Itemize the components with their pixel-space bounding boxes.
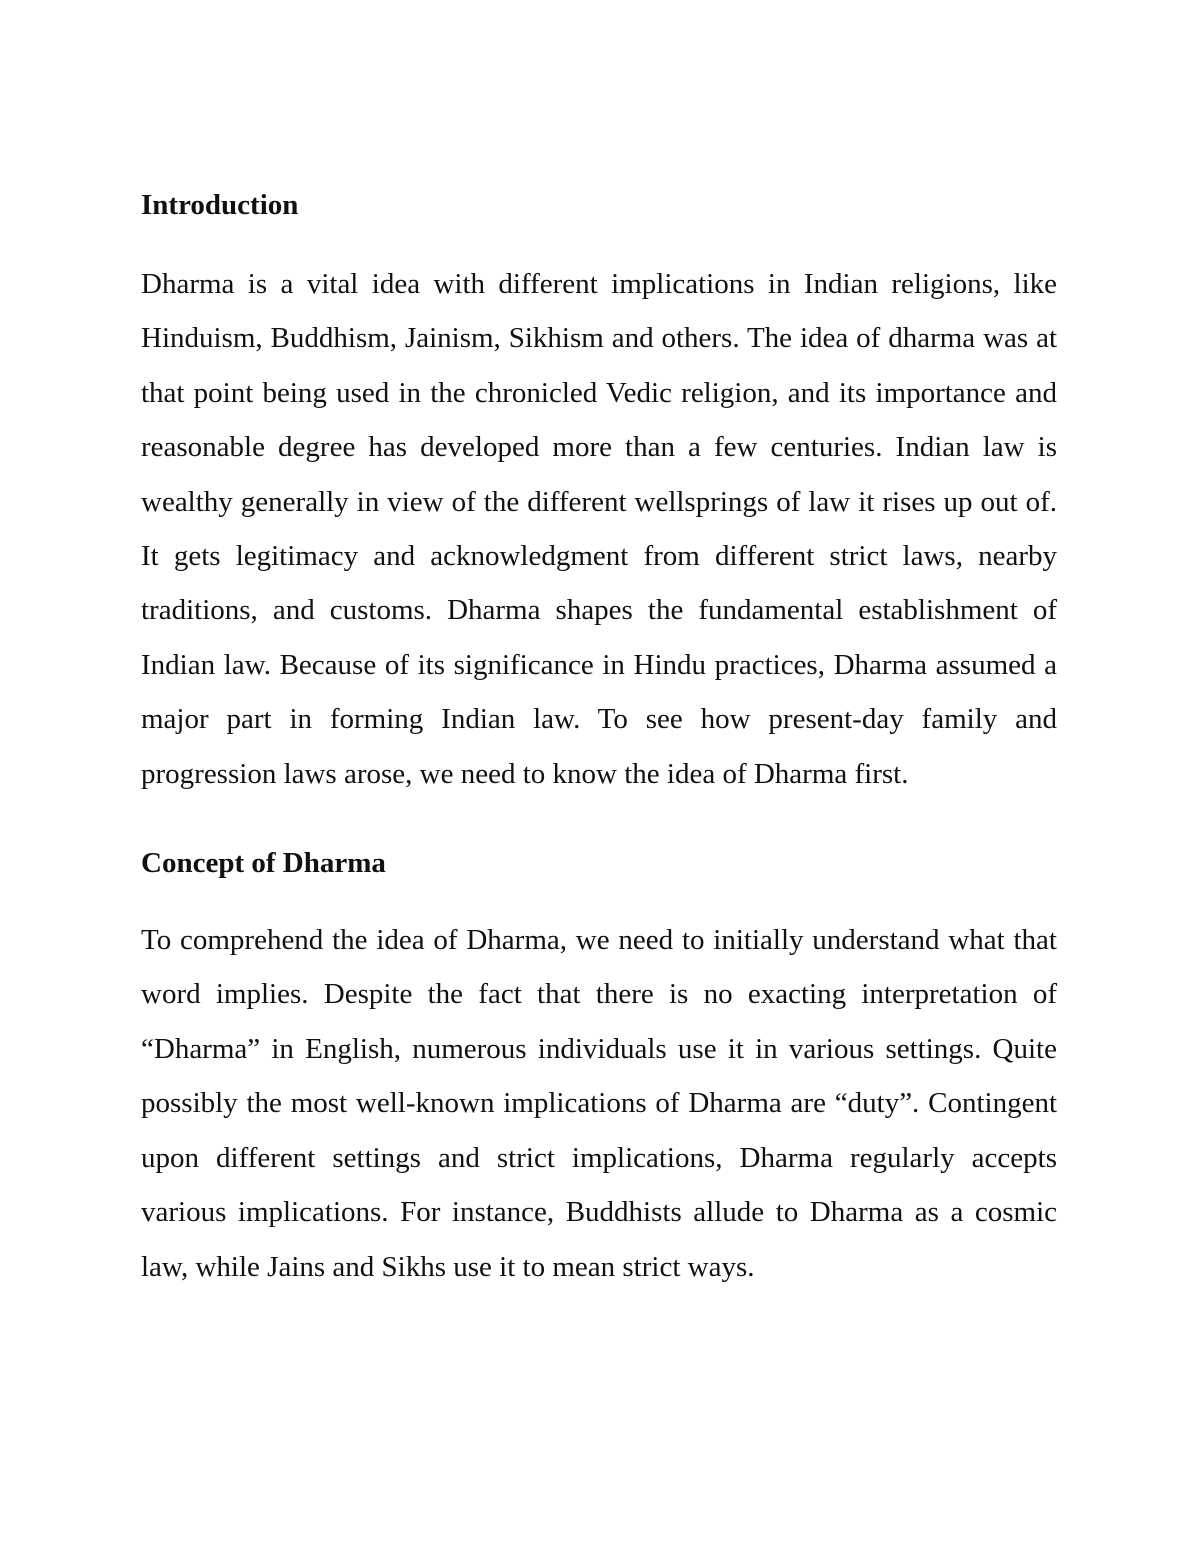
section-paragraph-introduction: Dharma is a vital idea with different implications in Indian religions, like Hinduism, Buddhism, Jainism, Sikhism and others. The idea of dharma was at that point being used in the chronicled Vedic religion, and its importance and reasonable degree has developed more than a few centuries. Indian law is wealthy generally in view of the different wellsprings of law it rises up out of. It gets legitimacy and acknowledgment from different strict laws, nearby traditions, and customs. Dharma shapes the fundamental establishment of Indian law. Because of its significance in Hindu practices, Dharma assumed a major part in forming Indian law. To see how present-day family and progression laws arose, we need to know the idea of Dharma first. [141, 268, 1057, 790]
document-body [141, 183, 1057, 1294]
section-heading-concept-of-dharma: Concept of Dharma [141, 847, 386, 880]
section-heading-introduction: Introduction [141, 189, 299, 221]
section-paragraph-concept-of-dharma: To comprehend the idea of Dharma, we need to initially understand what that word implies. Despite the fact that there is no exacting interpretation of “Dharma” in English, numerous individuals use it in various settings. Quite possibly the most well-known implications of Dharma are “duty”. Contingent upon different settings and strict implications, Dharma regularly accepts various implications. For instance, Buddhists allude to Dharma as a cosmic law, while Jains and Sikhs use it to mean strict ways. [141, 924, 1057, 1283]
